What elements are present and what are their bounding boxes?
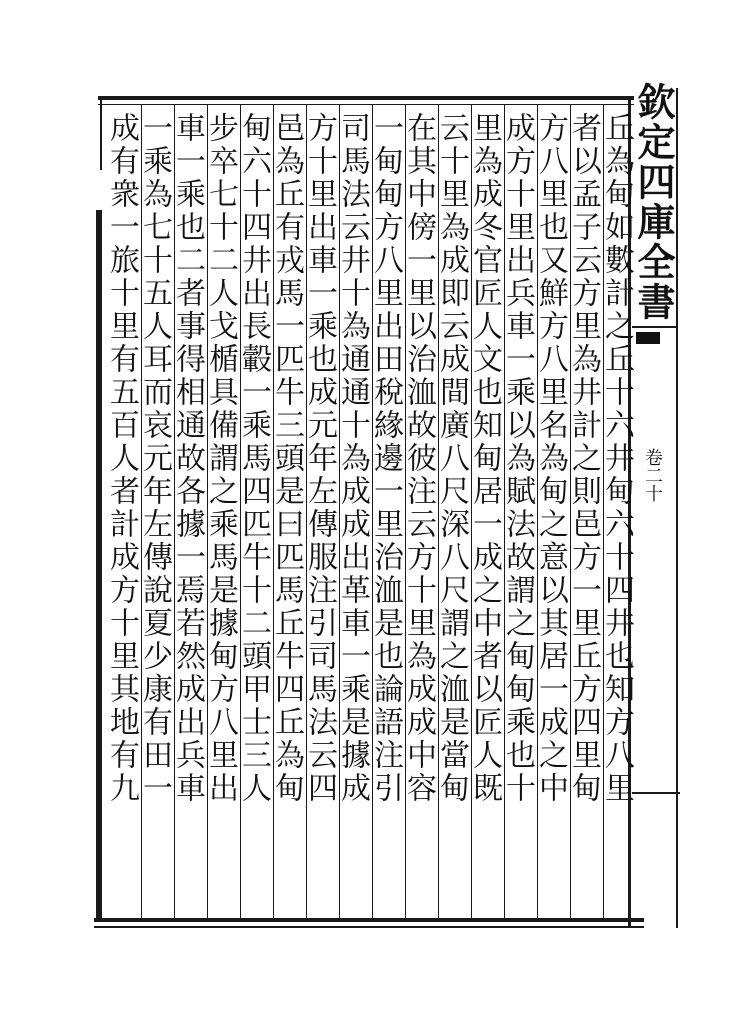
text-column: 成方十里出兵車一乘以為賦法故謂之甸甸乘也十 [500,112,535,805]
text-column: 在其中傍一里以治洫故彼注云方十里為成成中容 [401,112,436,805]
text-column: 方十里出車一乘也成元年左傳服注引司馬法云四 [302,112,337,805]
text-column: 成有衆一旅十里有五百人者計成方十里其地有九 [104,112,139,805]
text-column: 邑為丘有戎馬一匹牛三頭是曰匹馬丘牛四丘為甸 [269,112,304,805]
book-title: 欽定四庫全書 [631,82,676,322]
text-column: 方八里也又鮮方八里名為甸之意以其居一成之中 [533,112,568,805]
text-column: 車一乘也二者事得相通故各據一焉若然成出兵車 [170,112,205,805]
margin-tick-lower [632,792,680,794]
text-column: 步卒七十二人戈楯具備謂之乘馬是據甸方八里出 [203,112,238,805]
top-border-inner [98,104,634,105]
text-column: 甸六十四井出長轂一乘馬四匹牛十二頭甲士三人 [236,112,271,805]
text-column: 司馬法云井十為通通十為成成出革車一乘是據成 [335,112,370,805]
text-column: 一甸甸方八里出田稅緣邊一里治洫是也論語注引 [368,112,403,805]
text-column: 云十里為成即云成間廣八尺深八尺謂之洫是當甸 [434,112,469,805]
text-column: 里為成冬官匠人文也知甸居一成之中者以匠人既 [467,112,502,805]
text-column: 丘為甸如數計之丘十六井甸六十四井也知方八里 [599,112,634,805]
text-column: 者以孟子云方里為井計之則邑方一里丘方四里甸 [566,112,601,805]
top-border [98,96,634,100]
fish-tail-mark [636,332,660,344]
margin-right-edge [676,88,678,928]
volume-label: 卷二十 [642,448,663,502]
bottom-border-inner [94,926,644,928]
bottom-border [94,918,644,922]
text-column: 一乘為七十五人耳而哀元年左傳說夏少康有田一 [137,112,172,805]
